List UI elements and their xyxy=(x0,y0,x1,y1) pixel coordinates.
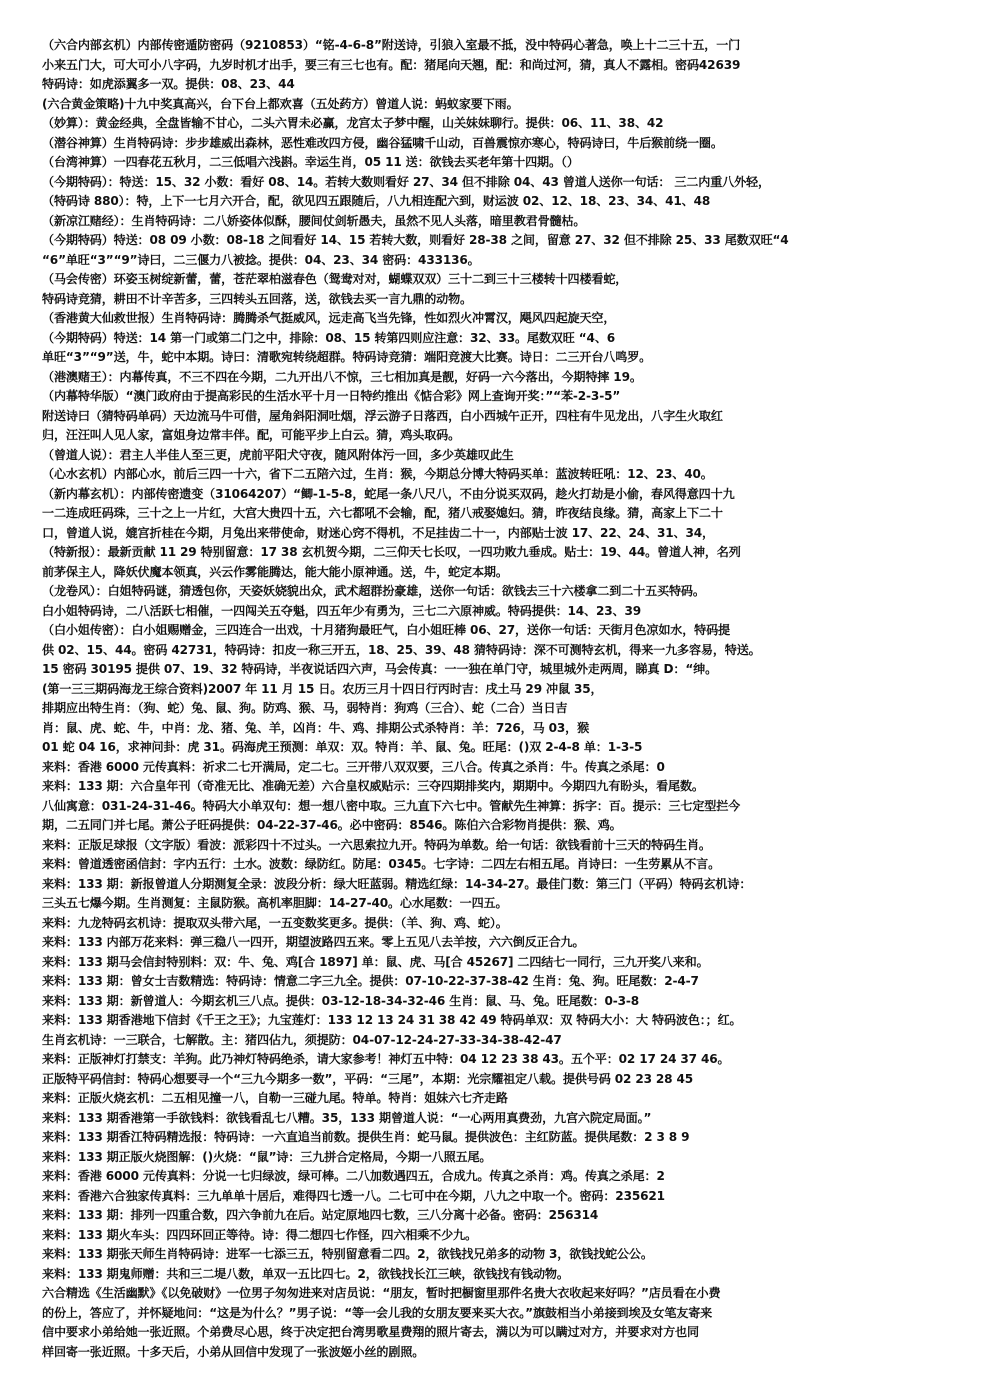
text-line: 期，二五同门并七尾。萧公子旺码提供：04-22-37-46。必中密码：8546。陈伯六合彩物肖提供：猴、鸡。 xyxy=(42,818,622,832)
text-line: 小来五门大，可大可小八字码，九岁时机才出手，要三有三七也有。配：猪尾向天翘，配：和尚过河，猜，真人不露相。密码42639 xyxy=(42,57,741,72)
text-line: 来料：香港六合独家传真料：三九单单十居后，难得四七透一八。二七可中在今期，八九之中取一个。密码：235621 xyxy=(42,1188,665,1203)
text-line: （六合内部玄机）内部传密遁防密码（9210853）“铭-4-6-8”附送诗，引狼入室最不抵，没中特码心著急，唤上十二三十五，一门 xyxy=(42,38,741,52)
text-line: 来料：133 期香港地下信封《千王之王》；九宝莲灯：133 12 13 24 31 38 42 49 特码单双：双 特码大小：大 特码波色：；红。 xyxy=(42,1013,742,1027)
text-line: （特新报）：最新贡献 11 29 特别留意：17 38 玄机贺今期，二三仰天七长叹，一四功败九垂成。贴士：19、44。曾道人神，名列 xyxy=(42,545,741,559)
text-line: （新凉江赌经）：生肖特码诗：二八娇姿体似酥，腰间仗剑斩愚夫，虽然不见人头落，暗里教君骨髓枯。 xyxy=(42,213,586,228)
text-line: （马会传密）环姿玉树绽新蕾，蕾，苍茫翠柏滋春色（鸳鸯对对，蝴蝶双双）三十二到三十三楼转十四楼看蛇， xyxy=(42,272,628,286)
text-line: 前茅保主人，降妖伏魔本领真，兴云作雾能腾达，能大能小原神通。送，牛，蛇定本期。 xyxy=(42,564,508,579)
text-line: 01 蛇 04 16，求神问卦：虎 31。码海虎王预测：单双：双。特肖：羊、鼠、兔。旺尾：()双 2-4-8 单：1-3-5 xyxy=(42,740,643,754)
text-line: 来料：曾道透密函信封：字内五行：土水。波数：绿防红。防尾：0345。七字诗：二四左右相五尾。肖诗曰：一生劳累从不言。 xyxy=(42,857,721,871)
text-line: 来料：133 期：六合皇年刊（奇准无比、准确无差）六合皇权威贴示：三夺四期排奖内，期期中。今期四九有盼头，看尾数。 xyxy=(42,779,704,793)
text-line: 归，汪汪叫人见人家，富姐身边常丰伴。配，可能平步上白云。猜，鸡头取码。 xyxy=(42,428,461,442)
text-line: （今期特码）：特送：15、32 小数：看好 08、14。若转大数则看好 27、34 但不排除 04、43 曾道人送你一句话： 三二内重八外轻， xyxy=(42,174,770,189)
text-line: 单旺“3”“9”送，牛，蛇中本期。诗曰：清歌宛转绕超群。特码诗竞猜：端阳竞渡大比赛。诗日：二三开台八鸣罗。 xyxy=(42,350,652,364)
text-line: 来料：正版神灯打禁支：羊狗。此乃神灯特码绝杀，请大家参考！神灯五中特：04 12 23 38 43。五个平：02 17 24 37 46。 xyxy=(42,1052,730,1066)
text-line: 正版特平码信封：特码心想要寻一个“三九今期多一数”，平码：“三尾”，本期：光宗耀祖定八载。提供号码 02 23 28 45 xyxy=(42,1071,694,1086)
text-line: （今期特码）特送：14 第一门或第二门之中，排除：08、15 转第四则应注意：32、33。尾数双旺 “4、6 xyxy=(42,330,616,345)
text-line: 附送诗曰（猜特码单码）天边流马牛可借，屋角斜阳洞吐烟，浮云游子日落西，白小西城午正开，四柱有牛见龙出，八字生火取红 xyxy=(42,408,723,423)
text-line: 来料：香港 6000 元传真料：分说一七归绿波，绿可棒。二八加数遇四五，合成九。传真之杀肖：鸡。传真之杀尾：2 xyxy=(42,1169,665,1183)
text-line xyxy=(42,1362,958,1382)
text-line: 来料：133 期香江特码精选报：特码诗：一六直追当前数。提供生肖：蛇马鼠。提供波色：主红防蓝。提供尾数：2 3 8 9 xyxy=(42,1130,690,1144)
text-line: 白小姐特码诗，二八活跃七相催，一四闯关五夺魁，四五年少有勇为，三七二六原神威。特码提供：14、23、39 xyxy=(42,603,642,618)
text-line: 来料：133 期香港第一手欲钱料：欲钱看乱七八糟。35，133 期曾道人说：“一心两用真费劲，九宫六院定局面。” xyxy=(42,1110,652,1125)
text-line: 样回寄一张近照。十多天后，小弟从回信中发现了一张波姬小丝的剧照。 xyxy=(42,1344,425,1359)
text-line: 一二连成旺码珠，三十之上一片红，大宫大贵四十五，六七都吼不会输，配，猪八戒娶媳妇。猜，昨夜结良缘。猜，高家上下二十 xyxy=(42,506,723,520)
text-line: （心水玄机）内部心水，前后三四一十六，省下二五陪六过，生肖：猴，今期总分博大特码买单：蓝波转旺吼：12、23、40。 xyxy=(42,467,713,481)
text-line: (第一三三期码海龙王综合资料)2007 年 11 月 15 日。农历三月十四日行丙时吉：戌土马 29 冲鼠 35， xyxy=(42,681,603,696)
text-line: （台湾神算）一四春花五秋月，二三低唱六浅斟。幸运生肖，05 11 送：欲钱去买老年第十四期。（） xyxy=(42,155,579,169)
text-line: 来料：133 期张天师生肖特码诗：进军一七添三五，特别留意看二四。2，欲钱找兄弟多的动物 3，欲钱找蛇公公。 xyxy=(42,1247,653,1261)
text-line: (六合黄金策略)十九中奖真高兴，台下台上都欢喜（五处药方）曾道人说：蚂蚁家要下雨。 xyxy=(42,96,519,111)
text-line: 八仙寓意：031-24-31-46。特码大小单双句：想一想八密中取。三九直下六七中。管献先生神算：拆字：百。提示：三七定型拦今 xyxy=(42,798,741,813)
text-line: （内幕特华版）“澳门政府由于提高彩民的生活水平十月一日特约推出《惦合彩》网上查询开奖：”“苯-2-3-5” xyxy=(42,389,621,403)
text-line: （新内幕玄机）：内部传密遗变（31064207）“鲫-1-5-8，蛇尾一条八尺八，不由分说买双码，趁火打劫是小偷，春风得意四十九 xyxy=(42,486,735,501)
text-line: 来料：133 期：曾女士吉数精选：特码诗：情意二字三九全。提供：07-10-22-37-38-42 生肖：兔、狗。旺尾数：2-4-7 xyxy=(42,974,699,988)
text-line: 15 密码 30195 提供 07、19、32 特码诗，半夜说话四六声，马会传真：一一独在单门守，城里城外走两周，睇真 D：“绅。 xyxy=(42,662,718,676)
text-line: 供 02、15、44。密码 42731，特码诗：扣皮一称三开五，18、25、39、48 猜特码诗：深不可测特玄机，得来一九多容易，特送。 xyxy=(42,642,761,657)
text-line: 生肖玄机诗：一三联合，七解散。主：猪四佔九，须提防：04-07-12-24-27-33-34-38-42-47 xyxy=(42,1032,562,1047)
text-line: （今期特码）特送：08 09 小数：08-18 之间看好 14、15 若转大数，则看好 28-38 之间，留意 27、32 但不排除 25、33 尾数双旺“4 xyxy=(42,233,789,247)
text-line: （特码诗 880）：特，上下一七月六开合，配，欲见四五跟随后，八九相连配六到，财运波 02、12、18、23、34、41、48 xyxy=(42,194,711,208)
text-line: 来料：133 期火车头：四四环回正等待。诗：得二想四七作怪，四六相乘不少九。 xyxy=(42,1227,477,1242)
text-line: （香港黄大仙救世报）生肖特码诗：腾腾杀气挺威风，远走高飞当先锋，性如烈火冲霄汉，飓风四起旋天空， xyxy=(42,311,616,325)
text-line: 来料：133 期正版火烧图解：()火烧：“鼠”诗：三九拼合定格局，今期一八照五尾。 xyxy=(42,1149,492,1164)
text-line: （白小姐传密）：白小姐赐赠金，三四连合一出戏，十月猪狗最旺气，白小姐旺棒 06、27，送你一句话：天街月色凉如水，特码提 xyxy=(42,623,730,637)
text-line: 来料：133 期：排列一四重合数，四六争前九在后。站定原地四七数，三八分离十必备。密码：256314 xyxy=(42,1208,599,1222)
text-line: 特码诗竞猜，耕田不计辛苦多，三四转头五回落，送，欲钱去买一言九鼎的动物。 xyxy=(42,291,472,306)
text-line: （龙卷风）：白姐特码谜，猜透包你，天姿妖娆貌出众，武术超群扮豪雄，送你一句话：欲钱去三十六楼拿二到二十五买特码。 xyxy=(42,584,705,598)
text-line: 三头五七爆今期。生肖测复：主鼠防猴。高机率胆脚：14-27-40。心水尾数：一四五。 xyxy=(42,896,508,910)
text-line: 信中要求小弟给她一张近照。个弟费尽心思，终于决定把台湾男歌星费翔的照片寄去，满以为可以瞒过对方，并要求对方也同 xyxy=(42,1325,699,1339)
text-line: 六合精选《生活幽默》《以免破财》一位男子匆匆进来对店员说：“朋友，暂时把橱窗里那件名贵大衣收起来好吗？”店员看在小费 xyxy=(42,1286,721,1300)
text-line: 来料：133 期鬼师赠：共和三二堤八数，单双一五比四七。2，欲钱找长江三峡，欲钱找有钱动物。 xyxy=(42,1266,569,1281)
text-line: 来料：香港 6000 元传真料：祈求二七开满局，定二七。三开带八双双要，三八合。传真之杀肖：牛。传真之杀尾：0 xyxy=(42,759,665,774)
text-line: 口，曾道人说，媲宫折桂在今期，月兔出来带使命，财迷心窍不得机，不足挂齿二十一，内部贴士波 17、22、24、31、34， xyxy=(42,525,714,540)
text-line: 的份上，答应了，并怀疑地问：“这是为什么？”男子说：“等一会儿我的女朋友要来买大衣。”旗鼓相当小弟接到埃及女笔友寄来 xyxy=(42,1305,713,1320)
text-line: （潜谷神算）生肖特码诗：步步雄威出森林，恶性难改四方侵，幽谷猛啸千山动，百兽震惊亦寒心，特码诗曰，牛后猴前绕一圈。 xyxy=(42,135,723,150)
text-line: 排期应出特生肖：（狗、蛇）兔、鼠、狗。防鸡、猴、马，弱特肖：狗鸡（三合）、蛇（二合）当日吉 xyxy=(42,701,568,715)
text-line: 特码诗：如虎添翼多一双。提供：08、23、44 xyxy=(42,77,295,91)
text-line: 来料：133 期：新报曾道人分期测复全录：波段分析：绿大旺蓝弱。精选红绿：14-34-27。最佳门数：第三门（平码）特码玄机诗： xyxy=(42,876,752,891)
text-line: （港澳赌王）：内幕传真，不三不四在今期，二九开出八不惊，三七相加真是靓，好码一六今落出，今期特摔 19。 xyxy=(42,369,642,384)
text-line: “6”单旺“3”“9”诗曰，二三偃力八被捻。提供：04、23、34 密码：433136。 xyxy=(42,252,480,267)
text-line: （曾道人说）：君主人半佳人至三更，虎前平阳犬守夜，随风附体污一回，多少英雄叹此生 xyxy=(42,447,514,462)
text-line: 肖：鼠、虎、蛇、牛，中肖：龙、猪、兔、羊，凶肖：牛、鸡、排期公式杀特肖：羊：726，马 03，猴 xyxy=(42,720,590,735)
text-line: 来料：133 期马会信封特别料：双：牛、兔、鸡[合 1897] 单：鼠、虎、马[合 45267] 二四结七一同行，三九开奖八来和。 xyxy=(42,954,709,969)
text-line: 来料：133 内部万花来料：弹三稳八一四开，期望波路四五来。零上五见八去羊按，六六倒反正合九。 xyxy=(42,935,585,949)
text-line: 来料：正版火烧玄机：二五相见撞一八，自勒一三碰九尾。特单。特肖：姐妹六七齐走路 xyxy=(42,1091,508,1105)
text-line: 来料：九龙特码玄机诗：提取双头带六尾，一五变数奖更多。提供：（羊、狗、鸡、蛇）。 xyxy=(42,915,508,930)
text-line: 来料：133 期：新曾道人：今期玄机三八点。提供：03-12-18-34-32-46 生肖：鼠、马、兔。旺尾数：0-3-8 xyxy=(42,993,640,1008)
text-line: 来料：正版足球报（文字版）看波：派彩四十不过头。一六思索拉九开。特码为单数。给一句话：欲钱看前十三天的特码生肖。 xyxy=(42,837,711,852)
text-line: （妙算）：黄金经典，全盘皆输不甘心，二头六胃未必赢，龙宫太子梦中醒，山关妹妹聊行。提供：06、11、38、42 xyxy=(42,116,664,130)
